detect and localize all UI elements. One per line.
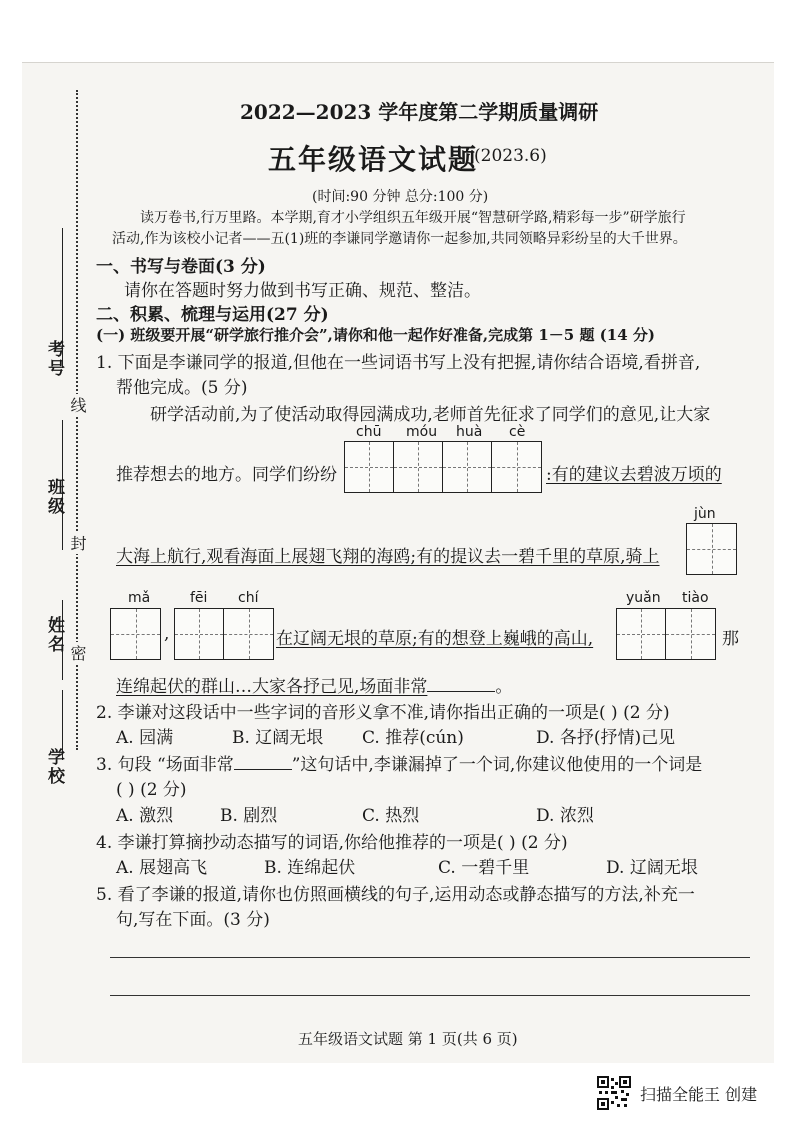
q3-option-d[interactable]: D. 浓烈 [536,806,594,826]
q4-option-b[interactable]: B. 连绵起伏 [264,858,356,878]
section-1-text: 请你在答题时努力做到书写正确、规范、整洁。 [124,281,481,301]
q3-option-a[interactable]: A. 激烈 [116,806,174,826]
qr-code-icon [597,1076,631,1110]
q1-paragraph-line-1: 研学活动前,为了使活动取得园满成功,老师首先征求了同学们的意见,让大家 [150,405,711,425]
q2-stem: 2. 李谦对这段话中一些字词的音形义拿不准,请你指出正确的一项是( ) (2 分) [96,703,670,723]
q1-paragraph-period: 。 [495,677,513,697]
q1-stem-line-1: 1. 下面是李谦同学的报道,但他在一些词语书写上没有把握,请你结合语境,看拼音, [96,353,701,373]
answer-grid-yuantiao[interactable] [616,608,716,660]
q3-option-c[interactable]: C. 热烈 [362,806,420,826]
xuexiao-label: 学校 [44,748,64,786]
seal-mark-feng: 封 [66,532,89,554]
q1-paragraph-line-3: 大海上航行,观看海面上展翅飞翔的海鸥;有的提议去一碧千里的草原,骑上 [116,547,660,567]
pinyin-fei: fēi [190,590,208,606]
q3-stem-a: 3. 句段 “场面非常 [96,755,234,775]
pinyin-ce: cè [509,424,526,440]
banji-label: 班级 [44,478,64,516]
section-2-heading: 二、积累、梳理与运用(27 分) [96,305,329,325]
answer-grid-chumouhuace[interactable] [344,441,542,493]
exam-meta: (时间:90 分钟 总分:100 分) [312,189,489,205]
scanner-watermark-text: 扫描全能王 创建 [640,1085,758,1104]
section-1-heading: 一、书写与卷面(3 分) [96,257,266,277]
section-2-part-1: (一) 班级要开展“研学旅行推介会”,请你和他一起作好准备,完成第 1－5 题 (14 分) [96,326,655,344]
intro-line-2: 活动,作为该校小记者——五(1)班的李谦同学邀请你一起参加,共同领略异彩纷呈的大千世界。 [112,231,687,247]
seal-mark-xian: 线 [66,394,89,416]
q1-paragraph-line-2a: 推荐想去的地方。同学们纷纷 [116,465,337,485]
q5-stem-line-2: 句,写在下面。(3 分) [116,910,270,930]
q3-option-b[interactable]: B. 剧烈 [220,806,278,826]
page-footer: 五年级语文试题 第 1 页(共 6 页) [298,1030,518,1048]
q2-option-c[interactable]: C. 推荐(cún) [362,728,464,748]
exam-date: (2023.6) [474,146,547,166]
q4-option-d[interactable]: D. 辽阔无垠 [606,858,698,878]
pinyin-jun: jùn [694,506,716,522]
answer-grid-jun[interactable] [686,523,737,575]
q3-stem-line-2: ( ) (2 分) [116,780,187,800]
exam-title: 五年级语文试题 [268,143,479,176]
q1-paragraph-line-2b: :有的建议去碧波万顷的 [546,465,722,485]
intro-line-1: 读万卷书,行万里路。本学期,育才小学组织五年级开展“智慧研学路,精彩每一步”研学旅行 [140,210,686,226]
q4-option-a[interactable]: A. 展翅高飞 [116,858,208,878]
q2-option-b[interactable]: B. 辽阔无垠 [232,728,324,748]
q4-option-c[interactable]: C. 一碧千里 [438,858,530,878]
q4-stem: 4. 李谦打算摘抄动态描写的词语,你给他推荐的一项是( ) (2 分) [96,833,568,853]
q1-stem-line-2: 帮他完成。(5 分) [116,378,248,398]
q1-fill-blank[interactable] [427,691,495,692]
pinyin-hua: huà [456,424,483,440]
q2-option-d[interactable]: D. 各抒(抒情)己见 [536,728,676,748]
xingming-label: 姓名 [44,616,64,654]
q5-stem-line-1: 5. 看了李谦的报道,请你也仿照画横线的句子,运用动态或静态描写的方法,补充一 [96,885,695,905]
q5-answer-line-2[interactable] [110,995,750,996]
exam-subtitle: 2022—2023 学年度第二学期质量调研 [240,100,599,124]
q3-fill-blank[interactable] [234,769,292,770]
answer-grid-feichi[interactable] [174,608,274,660]
answer-grid-ma[interactable] [110,608,161,660]
q1-paragraph-line-5-underlined: 连绵起伏的群山…大家各抒己见,场面非常 [116,677,428,697]
pinyin-chu: chū [356,424,382,440]
pinyin-tiao: tiào [682,590,709,606]
q1-comma: , [164,624,170,644]
q1-paragraph-line-4-underlined: 在辽阔无垠的草原;有的想登上巍峨的高山, [276,629,594,649]
pinyin-chi: chí [238,590,259,606]
seal-mark-mi: 密 [66,642,89,664]
q1-paragraph-line-4-end: 那 [722,629,739,649]
q3-stem-line-1 [96,750,702,775]
pinyin-ma: mǎ [128,590,151,606]
q5-answer-line-1[interactable] [110,957,750,958]
q1-paragraph-line-4 [276,624,593,649]
pinyin-mou: móu [406,424,438,440]
q2-option-a[interactable]: A. 园满 [116,728,174,748]
q1-paragraph-line-5 [116,672,512,697]
kaohao-label: 考号 [44,340,64,378]
q3-stem-b: ”这句话中,李谦漏掉了一个词,你建议他使用的一个词是 [291,755,703,775]
pinyin-yuan: yuǎn [626,590,661,606]
